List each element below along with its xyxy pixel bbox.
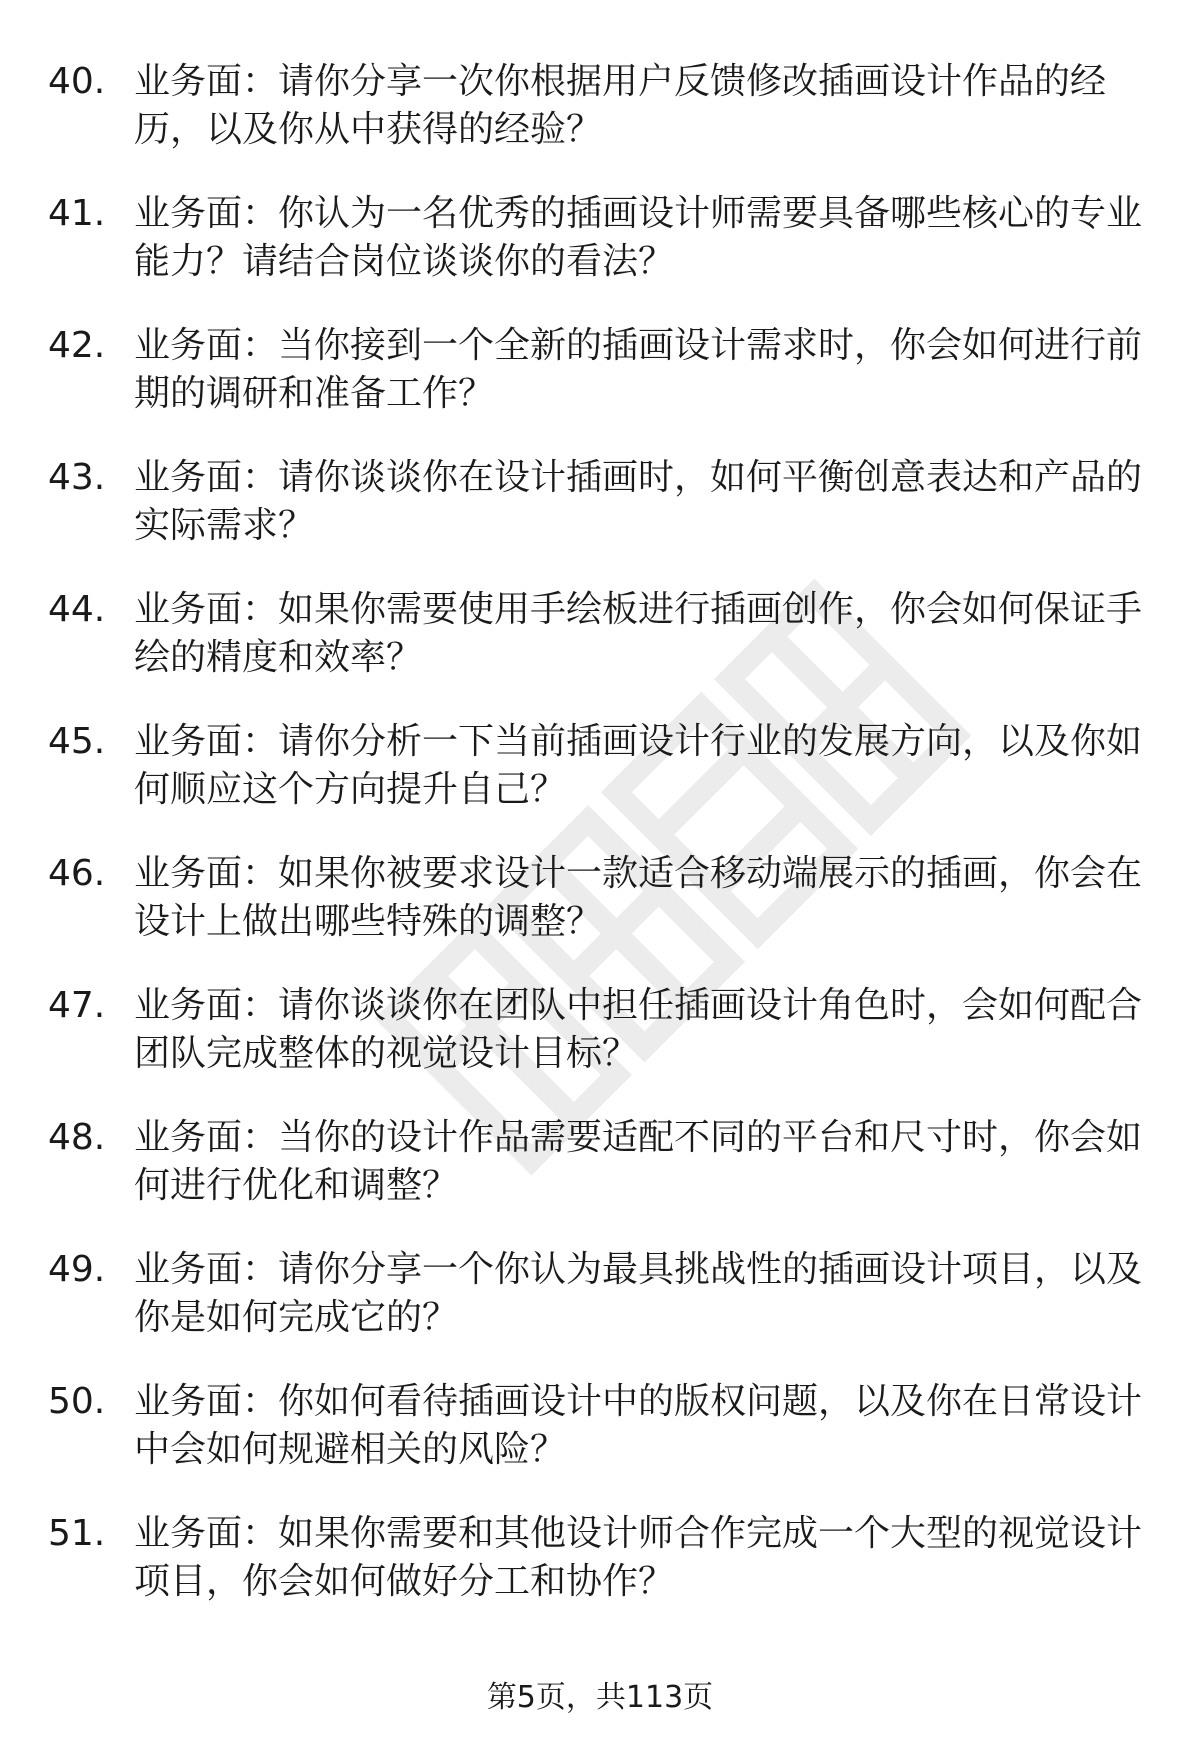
- question-item: [48, 586, 1158, 718]
- question-number: 45.: [48, 721, 106, 762]
- question-item: [48, 1510, 1158, 1642]
- question-text: 业务面：请你谈谈你在设计插画时，如何平衡创意表达和产品的实际需求？: [134, 457, 1143, 546]
- question-text: 业务面：请你谈谈你在团队中担任插画设计角色时，会如何配合团队完成整体的视觉设计目标？: [134, 985, 1143, 1074]
- question-number: 46.: [48, 853, 106, 894]
- question-number: 40.: [48, 61, 106, 102]
- question-text: 业务面：你如何看待插画设计中的版权问题，以及你在日常设计中会如何规避相关的风险？: [134, 1381, 1143, 1470]
- question-number: 44.: [48, 589, 106, 630]
- question-text: 业务面：如果你需要和其他设计师合作完成一个大型的视觉设计项目，你会如何做好分工和协作？: [134, 1513, 1143, 1602]
- question-item: [48, 1114, 1158, 1246]
- question-text: 业务面：当你接到一个全新的插画设计需求时，你会如何进行前期的调研和准备工作？: [134, 325, 1143, 414]
- question-text: 业务面：如果你需要使用手绘板进行插画创作，你会如何保证手绘的精度和效率？: [134, 589, 1143, 678]
- question-text: 业务面：请你分享一次你根据用户反馈修改插画设计作品的经历，以及你从中获得的经验？: [134, 61, 1107, 150]
- question-number: 48.: [48, 1117, 106, 1158]
- question-text: 业务面：如果你被要求设计一款适合移动端展示的插画，你会在设计上做出哪些特殊的调整？: [134, 853, 1143, 942]
- question-item: [48, 1378, 1158, 1510]
- question-text: 业务面：请你分享一个你认为最具挑战性的插画设计项目，以及你是如何完成它的？: [134, 1249, 1143, 1338]
- question-text: 业务面：你认为一名优秀的插画设计师需要具备哪些核心的专业能力？请结合岗位谈谈你的看法？: [134, 193, 1143, 282]
- question-number: 49.: [48, 1249, 106, 1290]
- question-item: [48, 850, 1158, 982]
- question-item: [48, 322, 1158, 454]
- question-number: 50.: [48, 1381, 106, 1422]
- question-number: 51.: [48, 1513, 106, 1554]
- question-number: 43.: [48, 457, 106, 498]
- question-list: [48, 58, 1158, 1642]
- question-number: 41.: [48, 193, 106, 234]
- question-item: [48, 190, 1158, 322]
- question-item: [48, 718, 1158, 850]
- question-number: 47.: [48, 985, 106, 1026]
- question-item: [48, 58, 1158, 190]
- question-item: [48, 1246, 1158, 1378]
- page-number-footer: 第5页，共113页: [486, 1680, 714, 1715]
- question-item: [48, 454, 1158, 586]
- question-text: 业务面：当你的设计作品需要适配不同的平台和尺寸时，你会如何进行优化和调整？: [134, 1117, 1143, 1206]
- question-number: 42.: [48, 325, 106, 366]
- question-text: 业务面：请你分析一下当前插画设计行业的发展方向，以及你如何顺应这个方向提升自己？: [134, 721, 1143, 810]
- question-item: [48, 982, 1158, 1114]
